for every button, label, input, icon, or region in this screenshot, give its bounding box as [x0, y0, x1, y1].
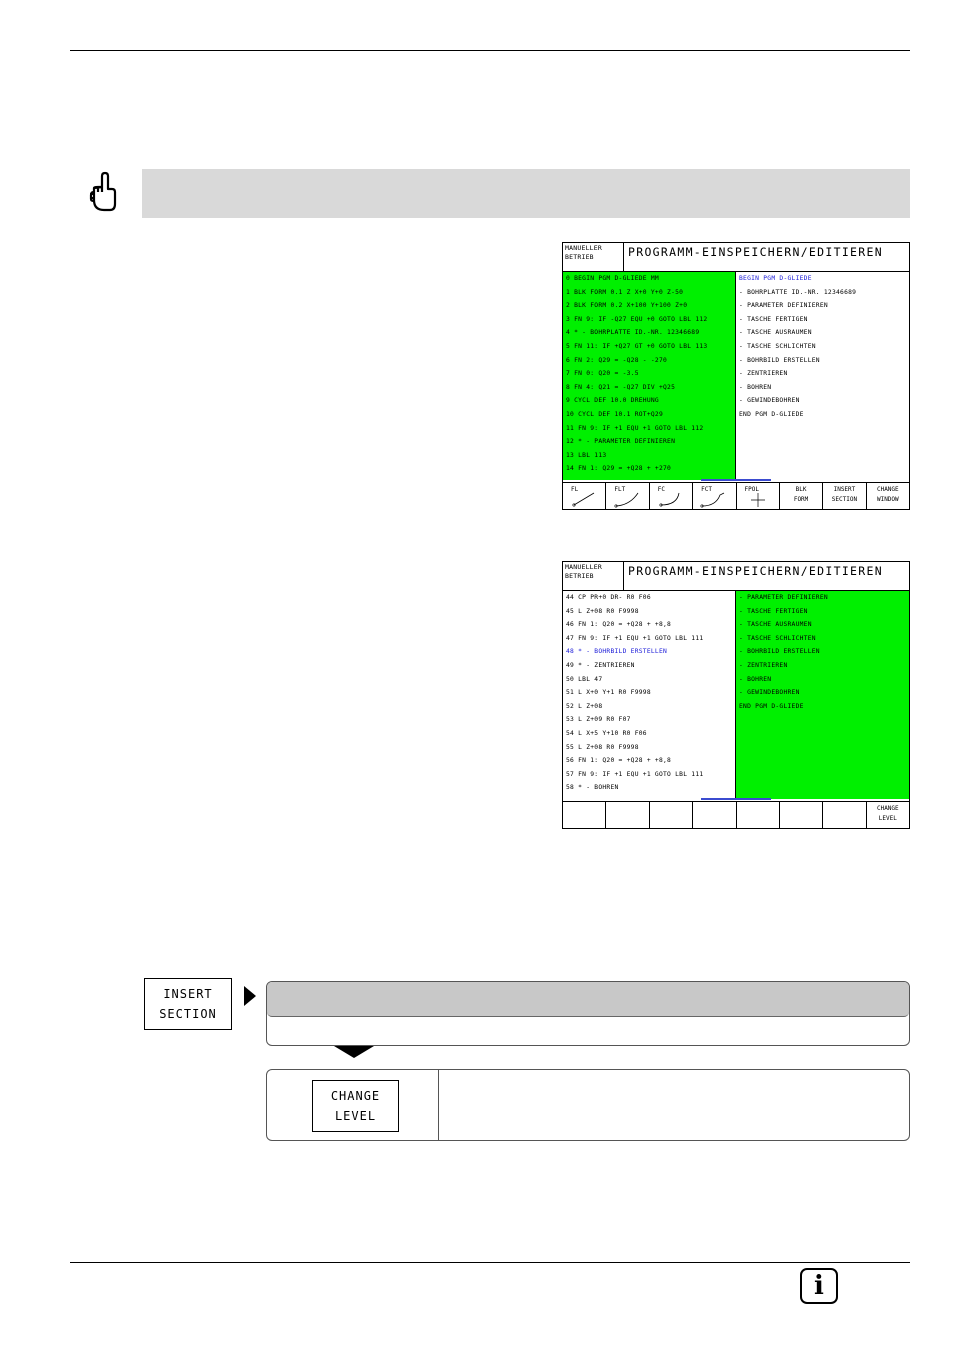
tnc-screen-2 [562, 561, 910, 829]
program-line[interactable]: - ZENTRIEREN [739, 661, 788, 669]
program-line[interactable]: 3 FN 9: IF -Q27 EQU +0 GOTO LBL 112 [566, 315, 708, 323]
softkey-label: INSERT [833, 486, 856, 493]
softkey[interactable] [780, 483, 823, 510]
key-label-2: LEVEL [334, 1109, 377, 1123]
mode-line-2: BETRIEB [565, 253, 594, 261]
key-label-2: SECTION [159, 1007, 217, 1021]
softkey-label: CHANGE [876, 805, 899, 812]
program-line[interactable]: 44 CP PR+0 DR- R0 F06 [566, 594, 651, 601]
program-line[interactable]: - BOHREN [739, 675, 772, 683]
contour-curve-icon [612, 491, 644, 508]
softkey-label: FL [571, 486, 579, 493]
structure-pane[interactable] [736, 272, 909, 480]
program-pane[interactable] [563, 591, 736, 799]
softkey[interactable] [823, 802, 866, 829]
bottom-rule [70, 1262, 910, 1263]
pole-cross-icon [742, 491, 774, 508]
softkey-label: FC [657, 486, 665, 493]
softkey-label: FPOL [744, 486, 759, 493]
softkey[interactable] [606, 802, 649, 829]
program-line[interactable]: 48 * - BOHRBILD ERSTELLEN [566, 648, 668, 656]
program-line[interactable]: 53 L Z+09 R0 F07 [566, 716, 631, 724]
program-line[interactable]: - BOHRBILD ERSTELLEN [739, 356, 820, 364]
softkey-label: FCT [701, 486, 712, 493]
softkey-label: BLK [795, 486, 807, 493]
screen-header [563, 243, 909, 272]
softkey[interactable] [867, 483, 909, 510]
softkey[interactable] [867, 802, 909, 829]
softkey-label: LEVEL [878, 815, 897, 822]
softkey[interactable] [823, 483, 866, 510]
program-line[interactable]: 10 CYCL DEF 10.1 ROT+Q29 [566, 410, 663, 418]
program-line[interactable]: 57 FN 9: IF +1 EQU +1 GOTO LBL 111 [566, 770, 704, 778]
mode-line-1: MANUELLER [565, 244, 603, 252]
softkey[interactable] [606, 483, 649, 510]
key-label-1: CHANGE [330, 1089, 381, 1103]
program-line[interactable]: BEGIN PGM D-GLIEDE [739, 275, 812, 282]
program-line[interactable]: - BOHRPLATTE ID.-NR. 12346689 [739, 288, 857, 296]
program-line[interactable]: 45 L Z+08 R0 F9998 [566, 607, 639, 615]
softkey[interactable] [780, 802, 823, 829]
program-line[interactable]: - ZENTRIEREN [739, 370, 788, 378]
program-line[interactable]: 55 L Z+08 R0 F9998 [566, 743, 639, 751]
program-line[interactable]: 47 FN 9: IF +1 EQU +1 GOTO LBL 111 [566, 634, 704, 642]
program-line[interactable]: END PGM D-GLIEDE [739, 410, 804, 418]
step-header-bar [267, 982, 909, 1017]
program-line[interactable]: 49 * - ZENTRIEREN [566, 661, 635, 669]
change-level-key[interactable] [312, 1080, 399, 1132]
program-line[interactable]: - TASCHE AUSRAUMEN [739, 621, 812, 629]
insert-section-key[interactable] [144, 978, 232, 1030]
softkey[interactable] [693, 483, 736, 510]
mode-label [565, 244, 623, 262]
program-line[interactable]: - PARAMETER DEFINIEREN [739, 302, 828, 310]
program-line[interactable]: - BOHRBILD ERSTELLEN [739, 648, 820, 656]
program-line[interactable]: 51 L X+0 Y+1 R0 F9998 [566, 689, 651, 697]
program-pane[interactable] [563, 272, 736, 480]
softkey[interactable] [563, 802, 606, 829]
program-line[interactable]: 1 BLK FORM 0.1 Z X+0 Y+0 Z-50 [566, 288, 684, 296]
program-line[interactable]: 13 LBL 113 [566, 451, 607, 459]
program-line[interactable]: - TASCHE AUSRAUMEN [739, 329, 812, 337]
program-line[interactable]: 52 L Z+08 [566, 702, 603, 710]
program-line[interactable]: 7 FN 0: Q20 = -3.5 [566, 370, 639, 378]
program-line[interactable]: - BOHREN [739, 383, 772, 391]
softkey[interactable] [693, 802, 736, 829]
scrollbar[interactable] [701, 479, 771, 481]
softkey[interactable] [737, 483, 780, 510]
program-line[interactable]: 9 CYCL DEF 10.0 DREHUNG [566, 397, 659, 405]
pointing-hand-icon [84, 170, 124, 214]
screen-title: PROGRAMM-EINSPEICHERN/EDITIEREN [628, 245, 883, 259]
arrow-down-icon [334, 1046, 374, 1058]
softkey-label: FLT [614, 486, 626, 493]
contour-curve-icon [655, 491, 687, 508]
mode-line-1: MANUELLER [565, 563, 603, 571]
program-line[interactable]: 12 * - PARAMETER DEFINIEREN [566, 438, 676, 446]
scrollbar[interactable] [701, 798, 771, 800]
program-line[interactable]: 50 LBL 47 [566, 675, 603, 683]
program-line[interactable]: - TASCHE FERTIGEN [739, 607, 808, 615]
program-line[interactable]: 4 * - BOHRPLATTE ID.-NR. 12346689 [566, 329, 700, 337]
softkey-label: CHANGE [876, 486, 899, 493]
contour-curve-icon [698, 491, 730, 508]
softkey-label: FORM [793, 496, 809, 503]
softkey-row [563, 482, 909, 510]
screen-title: PROGRAMM-EINSPEICHERN/EDITIEREN [628, 564, 883, 578]
softkey-label: WINDOW [876, 496, 899, 503]
mode-line-2: BETRIEB [565, 572, 594, 580]
softkey-row [563, 801, 909, 829]
softkey[interactable] [737, 802, 780, 829]
program-line[interactable]: - GEWINDEBOHREN [739, 397, 800, 405]
softkey[interactable] [650, 802, 693, 829]
program-line[interactable]: - GEWINDEBOHREN [739, 689, 800, 697]
arrow-right-icon [244, 986, 256, 1006]
program-line[interactable]: - PARAMETER DEFINIEREN [739, 594, 828, 601]
program-line[interactable]: 5 FN 11: IF +Q27 GT +0 GOTO LBL 113 [566, 342, 708, 350]
program-line[interactable]: 6 FN 2: Q29 = -Q28 - -270 [566, 356, 668, 364]
contour-curve-icon [568, 491, 600, 508]
program-line[interactable]: - TASCHE SCHLICHTEN [739, 342, 816, 350]
program-line[interactable]: 56 FN 1: Q20 = +Q28 + +8,8 [566, 757, 672, 765]
program-line[interactable]: 0 BEGIN PGM D-GLIEDE MM [566, 275, 659, 282]
program-line[interactable]: 11 FN 9: IF +1 EQU +1 GOTO LBL 112 [566, 424, 704, 432]
program-line[interactable]: 46 FN 1: Q20 = +Q28 + +8,8 [566, 621, 672, 629]
tnc-screen-1 [562, 242, 910, 510]
program-line[interactable]: END PGM D-GLIEDE [739, 702, 804, 710]
program-line[interactable]: - TASCHE SCHLICHTEN [739, 634, 816, 642]
step-box-2 [266, 1069, 910, 1141]
program-line[interactable]: 8 FN 4: Q21 = -Q27 DIV +Q25 [566, 383, 676, 391]
softkey[interactable] [650, 483, 693, 510]
top-rule [70, 50, 910, 51]
note-bar [142, 169, 910, 218]
program-line[interactable]: 54 L X+5 Y+10 R0 F06 [566, 729, 647, 737]
step-box [266, 981, 910, 1046]
screen-header [563, 562, 909, 591]
softkey-label: SECTION [831, 496, 858, 503]
program-line[interactable]: 14 FN 1: Q29 = +Q28 + +270 [566, 465, 672, 473]
program-line[interactable]: 2 BLK FORM 0.2 X+100 Y+100 Z+0 [566, 302, 688, 310]
softkey[interactable] [563, 483, 606, 510]
program-line[interactable]: - TASCHE FERTIGEN [739, 315, 808, 323]
mode-label [565, 563, 623, 581]
key-label-1: INSERT [163, 987, 213, 1001]
info-icon: i [800, 1268, 838, 1304]
structure-pane[interactable] [736, 591, 909, 799]
program-line[interactable]: 58 * - BOHREN [566, 784, 619, 792]
